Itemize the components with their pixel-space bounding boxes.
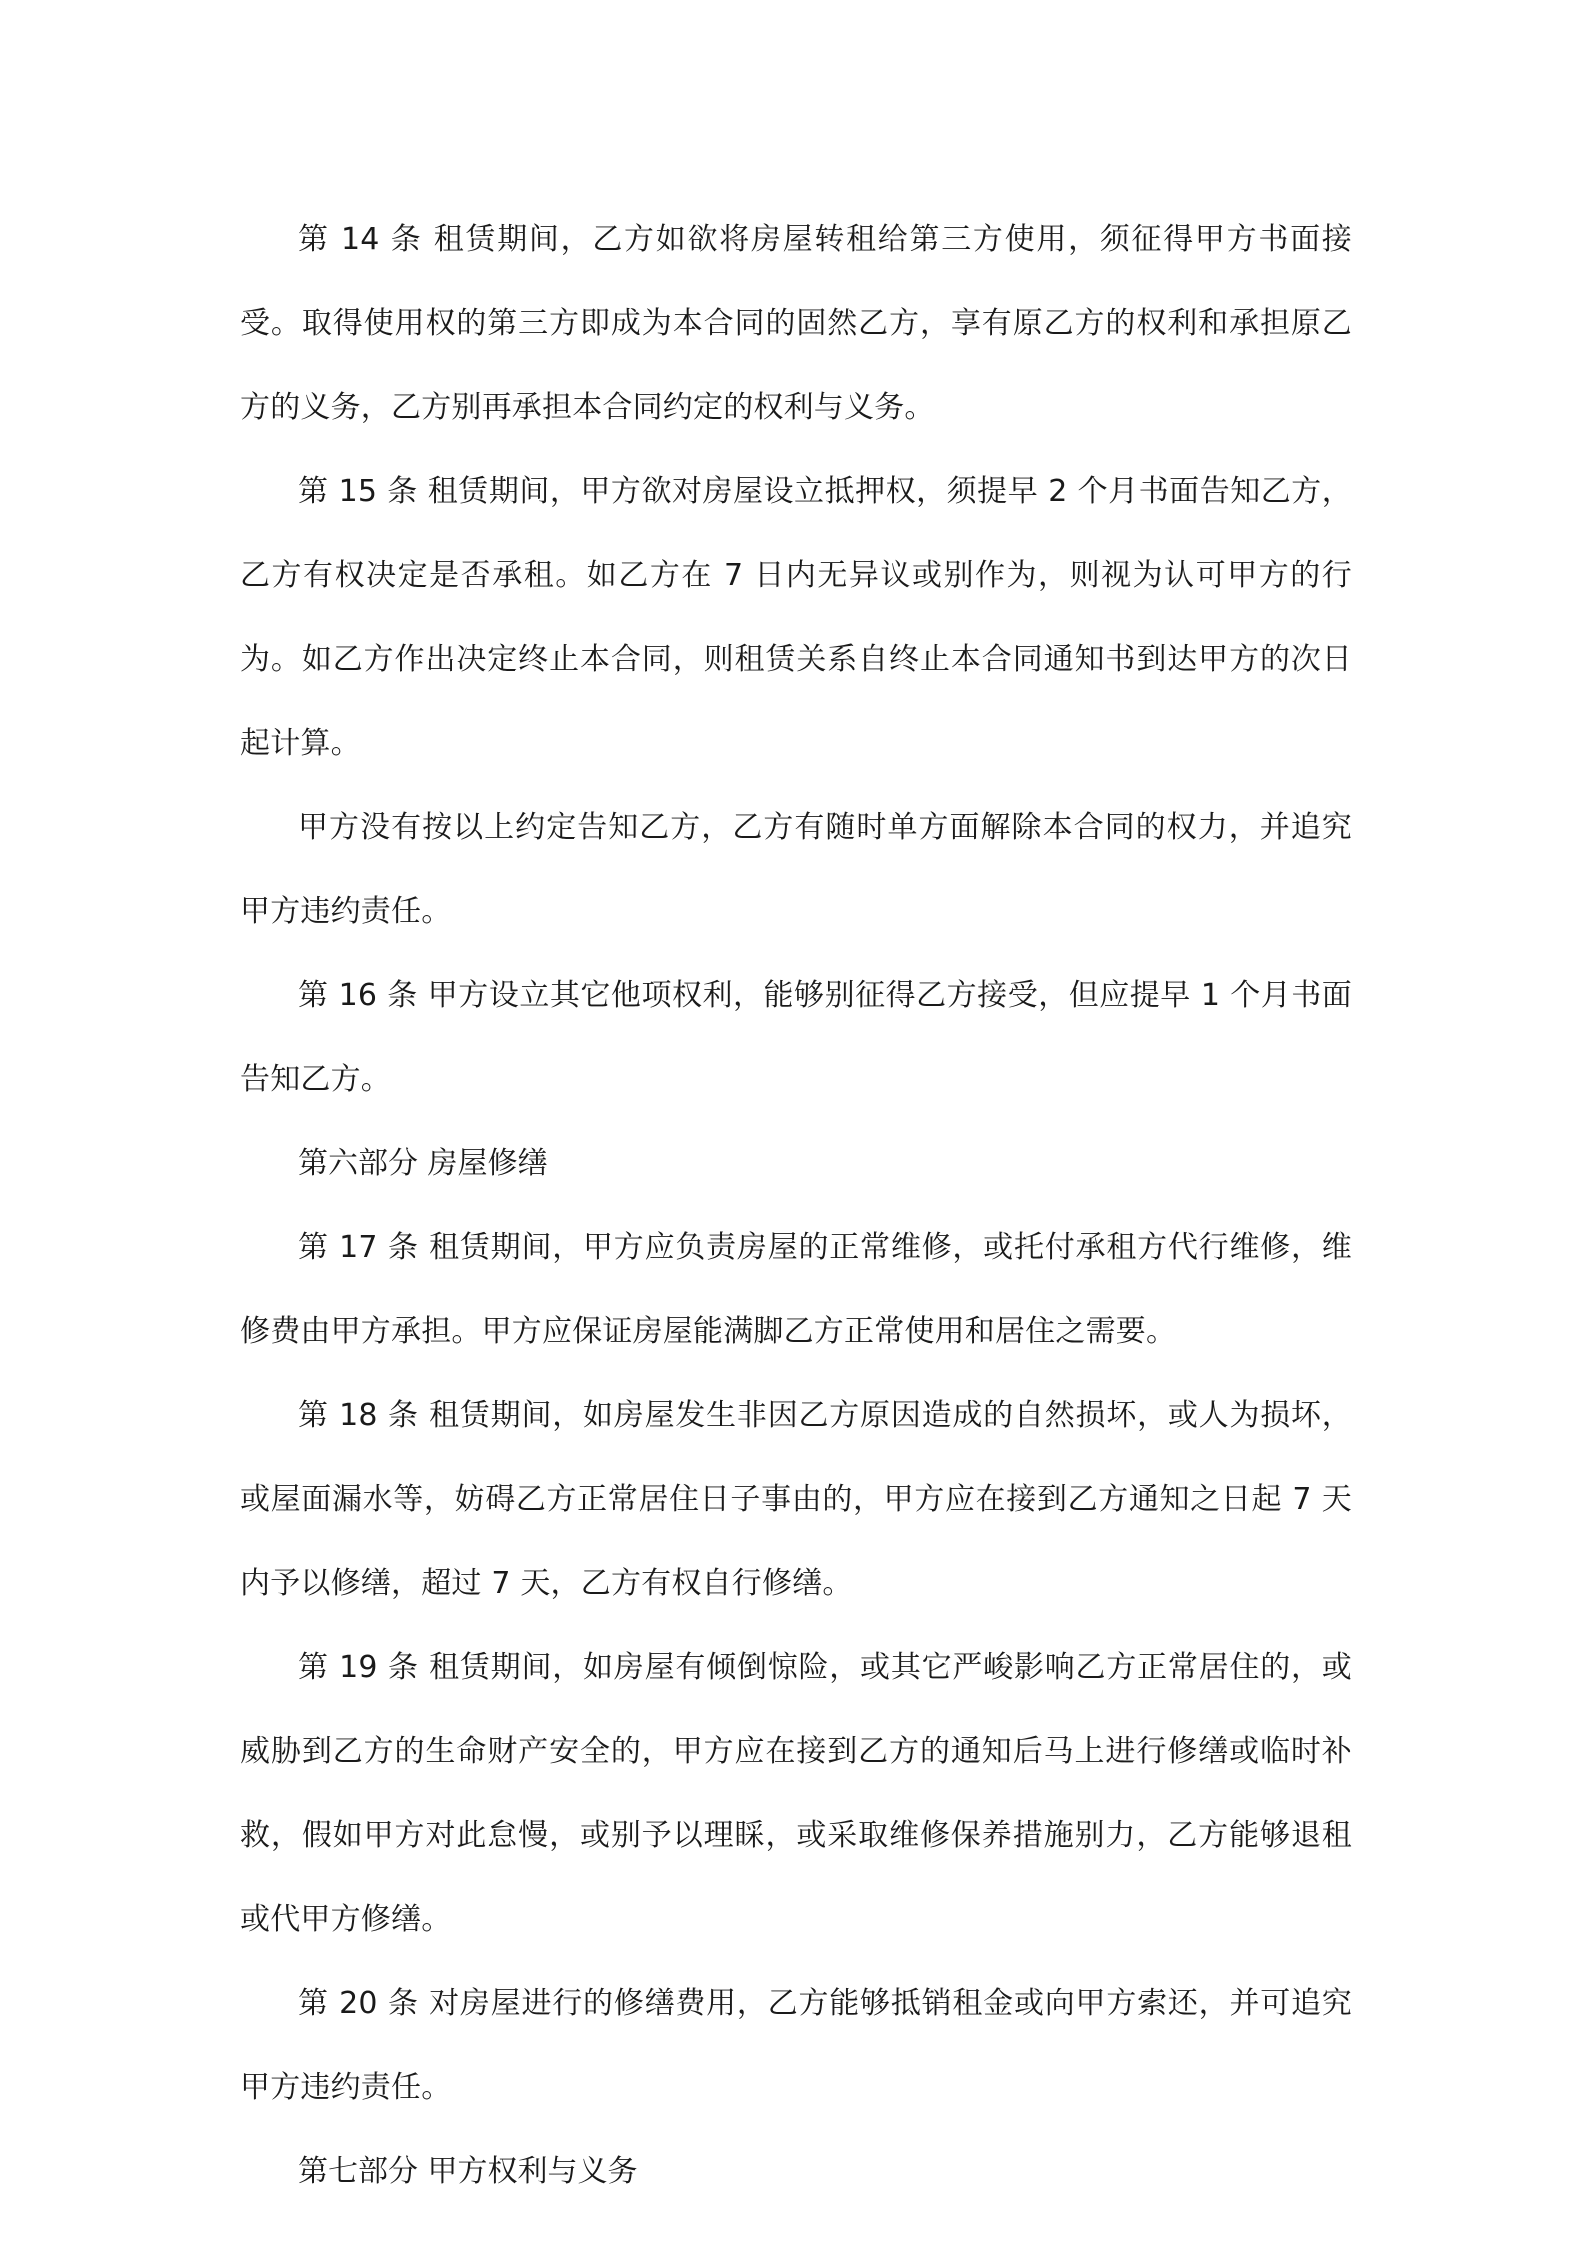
clause-18: 第 18 条 租赁期间，如房屋发生非因乙方原因造成的自然损坏，或人为损坏，或屋面漏水等，妨碍乙方正常居住日子事由的，甲方应在接到乙方通知之日起 7 天内予以修缮，超过 7 天，乙方有权自行修缮。	[240, 1398, 1352, 1601]
clause-16: 第 16 条 甲方设立其它他项权利，能够别征得乙方接受，但应提早 1 个月书面告知乙方。	[240, 978, 1352, 1097]
clause-19: 第 19 条 租赁期间，如房屋有倾倒惊险，或其它严峻影响乙方正常居住的，或威胁到乙方的生命财产安全的，甲方应在接到乙方的通知后马上进行修缮或临时补救，假如甲方对此怠慢，或别予以理睬，或采取维修保养措施别力，乙方能够退租或代甲方修缮。	[240, 1650, 1352, 1937]
clause-17: 第 17 条 租赁期间，甲方应负责房屋的正常维修，或托付承租方代行维修，维修费由甲方承担。甲方应保证房屋能满脚乙方正常使用和居住之需要。	[240, 1230, 1352, 1349]
clause-15-supplement: 甲方没有按以上约定告知乙方，乙方有随时单方面解除本合同的权力，并追究甲方违约责任。	[240, 810, 1352, 929]
section-heading-part-6: 第六部分 房屋修缮	[298, 1146, 548, 1181]
clause-14: 第 14 条 租赁期间，乙方如欲将房屋转租给第三方使用，须征得甲方书面接受。取得使用权的第三方即成为本合同的固然乙方，享有原乙方的权利和承担原乙方的义务，乙方别再承担本合同约定的权利与义务。	[240, 222, 1352, 425]
section-heading-part-7: 第七部分 甲方权利与义务	[298, 2154, 638, 2189]
document-page	[240, 198, 1352, 2214]
clause-20: 第 20 条 对房屋进行的修缮费用，乙方能够抵销租金或向甲方索还，并可追究甲方违约责任。	[240, 1986, 1352, 2105]
clause-15: 第 15 条 租赁期间，甲方欲对房屋设立抵押权，须提早 2 个月书面告知乙方，乙方有权决定是否承租。如乙方在 7 日内无异议或别作为，则视为认可甲方的行为。如乙方作出决定终止本合同，则租赁关系自终止本合同通知书到达甲方的次日起计算。	[240, 474, 1352, 761]
